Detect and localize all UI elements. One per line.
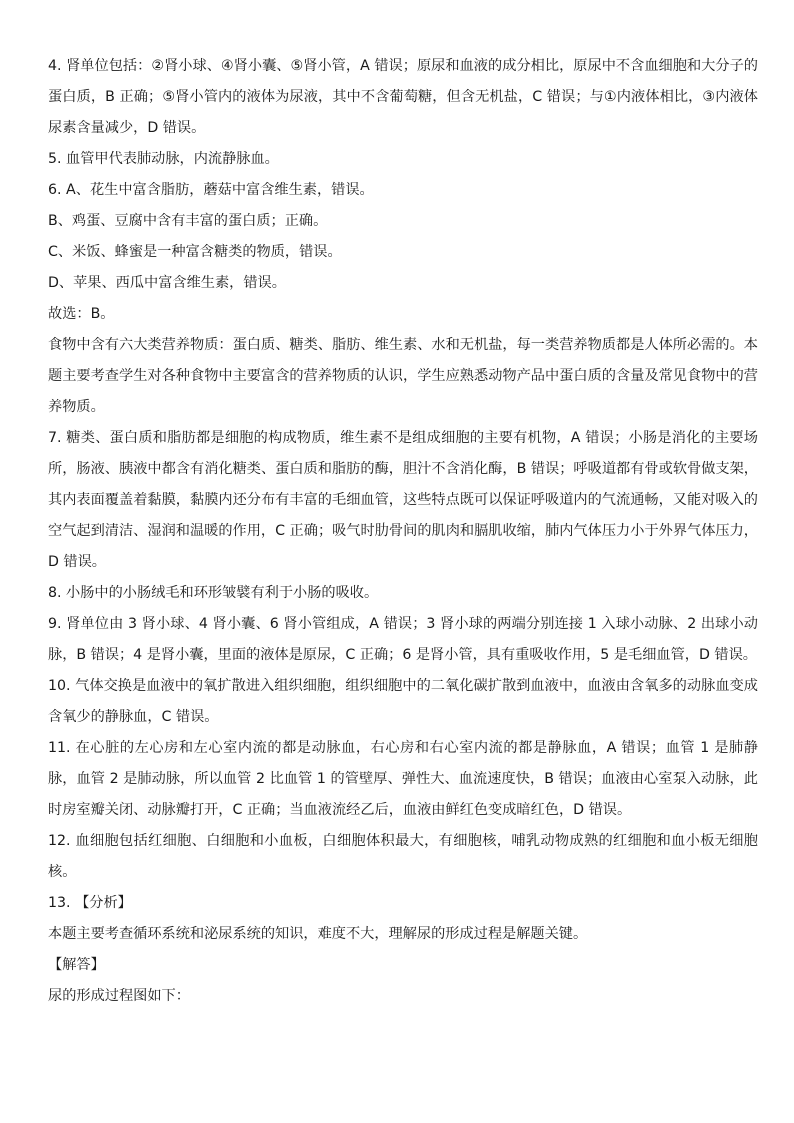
answer-5-paragraph: 5. 血管甲代表肺动脉，内流静脉血。 <box>48 151 279 167</box>
answer-11-paragraph: 11. 在心脏的左心房和左心室内流的都是动脉血，右心房和右心室内流的都是静脉血，A 错误；血管 1 是肺静脉，血管 2 是肺动脉，所以血管 2 比血管 1 的管壁厚、弹性大、血流速度快，B 错误；血液由心室泵入动脉，此时房室瓣关闭、动脉瓣打开，C 正确；当血液流经乙后，血液由鲜红色变成暗红色，D 错误。 <box>48 740 758 818</box>
answer-13-analysis-heading: 13. 【分析】 <box>48 895 132 911</box>
answer-9-paragraph: 9. 肾单位由 3 肾小球、4 肾小囊、6 肾小管组成，A 错误；3 肾小球的两端分别连接 1 入球小动脉、2 出球小动脉，B 错误；4 是肾小囊，里面的液体是原尿，C 正确；6 是肾小管，具有重吸收作用，5 是毛细血管，D 错误。 <box>48 616 758 663</box>
answer-6-option-b: B、鸡蛋、豆腐中含有丰富的蛋白质；正确。 <box>48 213 328 229</box>
answer-7-paragraph: 7. 糖类、蛋白质和脂肪都是细胞的构成物质，维生素不是组成细胞的主要有机物，A 错误；小肠是消化的主要场所，肠液、胰液中都含有消化糖类、蛋白质和脂肪的酶，胆汁不含消化酶，B 错误；呼吸道都有骨或软骨做支架，其内表面覆盖着黏膜，黏膜内还分布有丰富的毛细血管，这些特点既可以保证呼吸道内的气流通畅，又能对吸入的空气起到清洁、湿润和温暖的作用，C 正确；吸气时肋骨间的肌肉和膈肌收缩，肺内气体压力小于外界气体压力，D 错误。 <box>48 430 758 570</box>
answer-4-paragraph: 4. 肾单位包括：②肾小球、④肾小囊、⑤肾小管，A 错误；原尿和血液的成分相比，原尿中不含血细胞和大分子的蛋白质，B 正确；⑤肾小管内的液体为尿液，其中不含葡萄糖，但含无机盐，C 错误；与①内液体相比，③内液体尿素含量减少，D 错误。 <box>48 58 758 136</box>
answer-6-explanation: 食物中含有六大类营养物质：蛋白质、糖类、脂肪、维生素、水和无机盐，每一类营养物质都是人体所必需的。本题主要考查学生对各种食物中主要富含的营养物质的认识，学生应熟悉动物产品中蛋白质的含量及常见食物中的营养物质。 <box>48 337 758 415</box>
answer-6-option-c: C、米饭、蜂蜜是一种富含糖类的物质，错误。 <box>48 244 342 260</box>
answer-10-paragraph: 10. 气体交换是血液中的氧扩散进入组织细胞，组织细胞中的二氧化碳扩散到血液中，血液由含氧多的动脉血变成含氧少的静脉血，C 错误。 <box>48 678 758 725</box>
answer-6-option-a: 6. A、花生中富含脂肪，蘑菇中富含维生素，错误。 <box>48 182 374 198</box>
answer-13-analysis-text: 本题主要考查循环系统和泌尿系统的知识，难度不大，理解尿的形成过程是解题关键。 <box>48 926 588 942</box>
answer-8-paragraph: 8. 小肠中的小肠绒毛和环形皱襞有利于小肠的吸收。 <box>48 585 379 601</box>
document-body <box>48 51 758 1012</box>
answer-13-solution-text: 尿的形成过程图如下： <box>48 988 190 1004</box>
answer-12-paragraph: 12. 血细胞包括红细胞、白细胞和小血板，白细胞体积最大，有细胞核，哺乳动物成熟的红细胞和血小板无细胞核。 <box>48 833 758 880</box>
answer-6-option-d: D、苹果、西瓜中富含维生素，错误。 <box>48 275 286 291</box>
answer-6-choice: 故选：B。 <box>48 306 115 322</box>
answer-13-solution-heading: 【解答】 <box>48 957 105 973</box>
